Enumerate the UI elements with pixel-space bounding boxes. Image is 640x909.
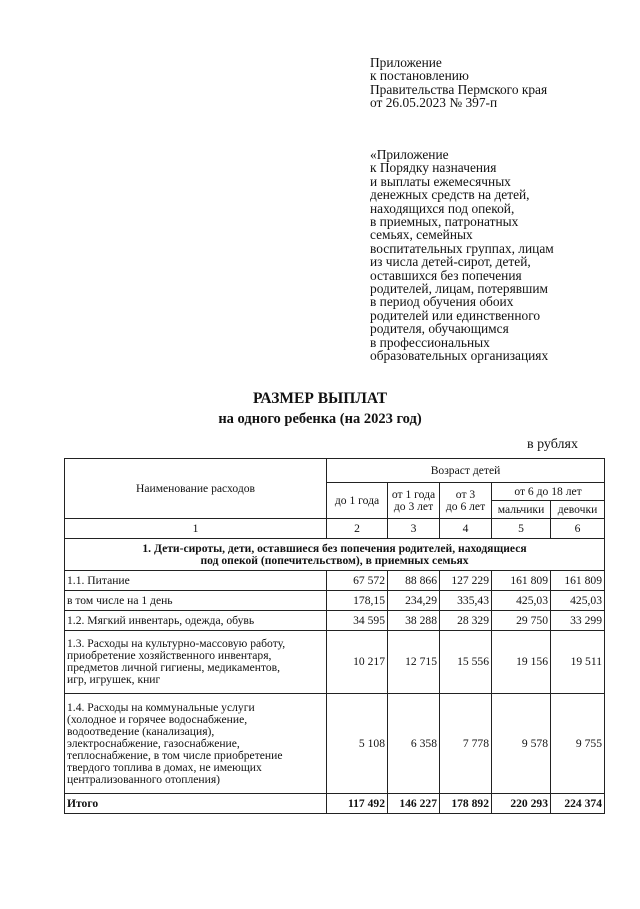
payments-table xyxy=(64,458,605,814)
total-value: 178 892 xyxy=(440,794,492,814)
row-label xyxy=(65,631,327,694)
header-age-1-3 xyxy=(388,483,440,519)
row-value: 6 358 xyxy=(388,694,440,794)
total-row xyxy=(65,794,605,814)
section-title xyxy=(65,539,605,571)
row-label-line: водоотведение (канализация), xyxy=(67,724,215,738)
total-value: 117 492 xyxy=(327,794,388,814)
row-value: 12 715 xyxy=(388,631,440,694)
attachment-line: находящихся под опекой, xyxy=(370,200,515,216)
attachment-line: семьях, семейных xyxy=(370,227,473,243)
row-value: 33 299 xyxy=(551,611,605,631)
row-label-line: предметов личной гигиены, медикаментов, xyxy=(67,661,281,674)
attachment-line: воспитательных группах, лицам xyxy=(370,240,554,256)
header-line: до 3 лет xyxy=(393,499,434,513)
row-value: 19 156 xyxy=(492,631,551,694)
attachment-header-resolution xyxy=(370,56,547,110)
attachment-line: родителей или единственного xyxy=(370,307,541,323)
attachment-line: к постановлению xyxy=(370,68,469,84)
row-value: 335,43 xyxy=(440,591,492,611)
attachment-header-procedure xyxy=(370,148,554,363)
row-label-line: 1.4. Расходы на коммунальные услуги xyxy=(67,700,255,714)
currency-unit: в рублях xyxy=(527,437,578,452)
attachment-line: от 26.05.2023 № 397-п xyxy=(370,95,498,111)
attachment-line: «Приложение xyxy=(370,147,449,162)
attachment-line: Правительства Пермского края xyxy=(370,81,548,97)
row-value: 19 511 xyxy=(551,631,605,694)
header-age-group: Возраст детей xyxy=(327,459,605,483)
attachment-line: оставшихся без попечения xyxy=(370,267,522,283)
row-label-line: твердого топлива в домах, не имеющих xyxy=(67,760,262,774)
table-row xyxy=(65,631,605,694)
header-line: от 1 года xyxy=(391,487,436,501)
row-value: 234,29 xyxy=(388,591,440,611)
row-value: 425,03 xyxy=(551,591,605,611)
column-number: 1 xyxy=(65,519,327,539)
row-value: 127 229 xyxy=(440,571,492,591)
row-label: в том числе на 1 день xyxy=(65,591,327,611)
attachment-line: в приемных, патронатных xyxy=(370,214,519,230)
total-label: Итого xyxy=(65,794,327,814)
attachment-line: денежных средств на детей, xyxy=(370,187,530,203)
row-label-line: теплоснабжение, в том числе приобретение xyxy=(67,748,283,762)
row-label-line: 1.3. Расходы на культурно-массовую работу, xyxy=(67,637,286,650)
attachment-line: и выплаты ежемесячных xyxy=(370,173,511,189)
total-value: 146 227 xyxy=(388,794,440,814)
attachment-line: образовательных организациях xyxy=(370,348,549,364)
row-value: 67 572 xyxy=(327,571,388,591)
header-line: от 3 xyxy=(455,487,476,501)
column-number: 6 xyxy=(551,519,605,539)
row-label-line: приобретение хозяйственного инвентаря, xyxy=(67,649,272,662)
row-label xyxy=(65,694,327,794)
row-value: 7 778 xyxy=(440,694,492,794)
attachment-line: в период обучения обоих xyxy=(370,294,514,310)
row-value: 29 750 xyxy=(492,611,551,631)
row-value: 88 866 xyxy=(388,571,440,591)
header-line: до 6 лет xyxy=(445,499,486,513)
table-row xyxy=(65,591,605,611)
header-age-6-18: от 6 до 18 лет xyxy=(492,483,605,501)
header-age-3-6 xyxy=(440,483,492,519)
row-label: 1.1. Питание xyxy=(65,571,327,591)
total-value: 220 293 xyxy=(492,794,551,814)
row-label-line: централизованного отопления) xyxy=(67,772,221,786)
attachment-line: к Порядку назначения xyxy=(370,160,497,176)
row-value: 9 578 xyxy=(492,694,551,794)
attachment-line: родителей, лицам, потерявшим xyxy=(370,281,549,297)
row-label-line: игр, игрушек, книг xyxy=(67,673,161,686)
row-value: 425,03 xyxy=(492,591,551,611)
row-value: 161 809 xyxy=(492,571,551,591)
row-label: 1.2. Мягкий инвентарь, одежда, обувь xyxy=(65,611,327,631)
row-value: 5 108 xyxy=(327,694,388,794)
table-row xyxy=(65,611,605,631)
header-boys: мальчики xyxy=(492,501,551,519)
header-age-under-1: до 1 года xyxy=(327,483,388,519)
column-number: 4 xyxy=(440,519,492,539)
total-value: 224 374 xyxy=(551,794,605,814)
row-value: 15 556 xyxy=(440,631,492,694)
row-label-line: электроснабжение, газоснабжение, xyxy=(67,736,240,750)
table-row xyxy=(65,571,605,591)
row-value: 38 288 xyxy=(388,611,440,631)
section-line: 1. Дети-сироты, дети, оставшиеся без попечения родителей, находящиеся xyxy=(142,541,527,555)
document-subtitle: на одного ребенка (на 2023 год) xyxy=(218,411,422,427)
table-row xyxy=(65,694,605,794)
attachment-line: родителя, обучающимся xyxy=(370,321,509,337)
column-number: 2 xyxy=(327,519,388,539)
document-title: РАЗМЕР ВЫПЛАТ xyxy=(252,390,388,407)
column-number: 3 xyxy=(388,519,440,539)
row-value: 9 755 xyxy=(551,694,605,794)
row-value: 161 809 xyxy=(551,571,605,591)
column-number-row xyxy=(65,519,605,539)
row-value: 34 595 xyxy=(327,611,388,631)
row-value: 178,15 xyxy=(327,591,388,611)
header-expense-name: Наименование расходов xyxy=(65,459,327,519)
row-label-line: (холодное и горячее водоснабжение, xyxy=(67,712,248,726)
section-row xyxy=(65,539,605,571)
row-value: 28 329 xyxy=(440,611,492,631)
column-number: 5 xyxy=(492,519,551,539)
attachment-line: Приложение xyxy=(370,55,442,70)
row-value: 10 217 xyxy=(327,631,388,694)
attachment-line: в профессиональных xyxy=(370,334,490,350)
header-girls: девочки xyxy=(551,501,605,519)
section-line: под опекой (попечительством), в приемных семьях xyxy=(200,553,469,567)
attachment-line: из числа детей-сирот, детей, xyxy=(370,254,531,270)
